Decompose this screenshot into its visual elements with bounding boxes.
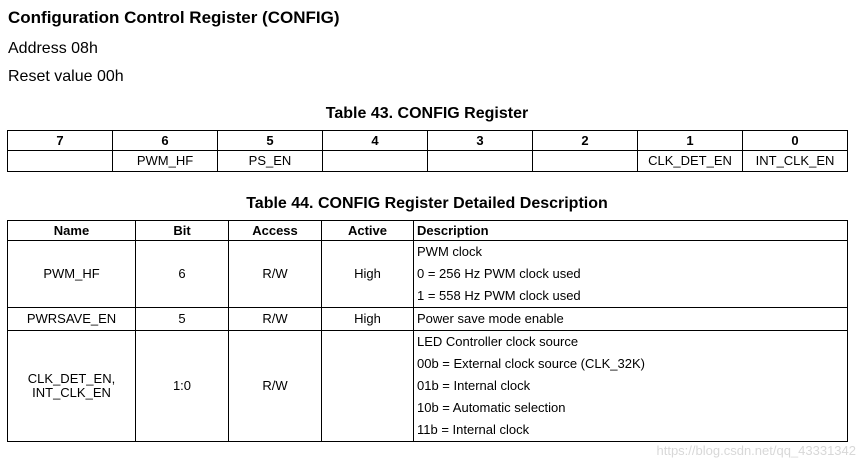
active-column-header: Active — [322, 221, 414, 241]
bit-cell: 1:0 — [136, 331, 229, 442]
bit-value-cell — [428, 151, 533, 172]
description-line: LED Controller clock source — [417, 334, 579, 349]
description-cell — [414, 308, 848, 331]
bit-header: 5 — [218, 131, 323, 151]
description-header-row — [8, 221, 848, 241]
name-cell — [8, 308, 136, 331]
watermark-text: https://blog.csdn.net/qq_43331342 — [656, 443, 856, 458]
name-cell — [8, 241, 136, 308]
bit-value-cell: PWM_HF — [113, 151, 218, 172]
name-column-header: Name — [8, 221, 136, 241]
access-cell: R/W — [229, 331, 322, 442]
name-line: CLK_DET_EN, — [27, 371, 116, 386]
active-cell: High — [322, 241, 414, 308]
description-line: 00b = External clock source (CLK_32K) — [417, 356, 645, 371]
access-cell: R/W — [229, 241, 322, 308]
bit-value-row — [8, 151, 848, 172]
description-line: 11b = Internal clock — [417, 422, 530, 437]
access-column-header: Access — [229, 221, 322, 241]
access-cell: R/W — [229, 308, 322, 331]
bit-cell: 5 — [136, 308, 229, 331]
bit-header: 0 — [743, 131, 848, 151]
bit-header: 4 — [323, 131, 428, 151]
description-column-header: Description — [414, 221, 848, 241]
description-line: 10b = Automatic selection — [417, 400, 566, 415]
description-line: 01b = Internal clock — [417, 378, 531, 393]
bit-cell: 6 — [136, 241, 229, 308]
bit-value-cell: INT_CLK_EN — [743, 151, 848, 172]
description-line: 1 = 558 Hz PWM clock used — [417, 288, 581, 303]
name-line: PWM_HF — [43, 266, 100, 281]
description-line: PWM clock — [417, 244, 482, 259]
bit-value-cell: CLK_DET_EN — [638, 151, 743, 172]
bit-header: 7 — [8, 131, 113, 151]
bit-header: 2 — [533, 131, 638, 151]
bit-value-cell — [323, 151, 428, 172]
address-line: Address 08h — [8, 40, 98, 57]
description-cell — [414, 241, 848, 308]
reset-value-line: Reset value 00h — [8, 68, 124, 85]
config-description-table — [7, 220, 848, 442]
active-cell: High — [322, 308, 414, 331]
table-row — [8, 308, 848, 331]
description-cell — [414, 331, 848, 442]
name-line: INT_CLK_EN — [32, 385, 111, 400]
bit-header: 3 — [428, 131, 533, 151]
bit-header-row — [8, 131, 848, 151]
table-row — [8, 331, 848, 442]
table43-caption: Table 43. CONFIG Register — [325, 105, 529, 122]
name-cell — [8, 331, 136, 442]
bit-value-cell — [533, 151, 638, 172]
page-title: Configuration Control Register (CONFIG) — [8, 8, 340, 27]
bit-header: 1 — [638, 131, 743, 151]
description-line: Power save mode enable — [417, 311, 564, 326]
active-cell — [322, 331, 414, 442]
name-line: PWRSAVE_EN — [26, 311, 117, 326]
bit-value-cell: PS_EN — [218, 151, 323, 172]
table-row — [8, 241, 848, 308]
config-register-table — [7, 130, 848, 172]
bit-value-cell — [8, 151, 113, 172]
bit-header: 6 — [113, 131, 218, 151]
bit-column-header: Bit — [136, 221, 229, 241]
description-line: 0 = 256 Hz PWM clock used — [417, 266, 581, 281]
table44-caption: Table 44. CONFIG Register Detailed Description — [246, 195, 608, 212]
